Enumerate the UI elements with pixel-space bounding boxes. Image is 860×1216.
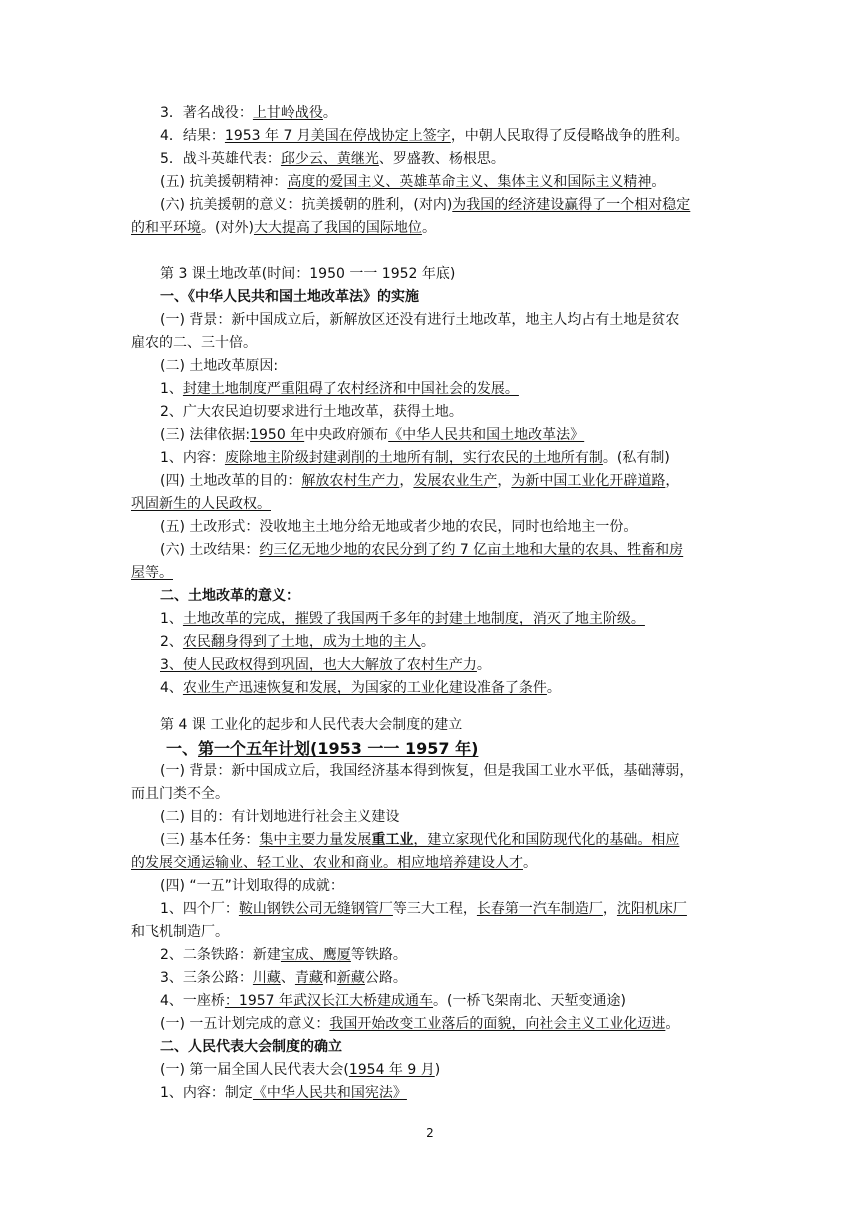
text-line: 1、内容：制定《中华人民共和国宪法》 [160, 1085, 407, 1101]
text-line: 2、农民翻身得到了土地，成为土地的主人。 [160, 634, 435, 650]
lesson-title: 第 3 课土地改革(时间：1950 一一 1952 年底) [160, 266, 456, 282]
text-line: 屋等。 [131, 565, 173, 581]
text-line: 3、三条公路：川藏、青藏和新藏公路。 [160, 970, 407, 986]
text-line: (一) 第一届全国人民代表大会(1954 年 9 月) [160, 1062, 441, 1078]
text-line: (六) 土改结果：约三亿无地少地的农民分到了约 7 亿亩土地和大量的农具、牲畜和房 [160, 542, 684, 558]
text-line: (一) 背景：新中国成立后，我国经济基本得到恢复，但是我国工业水平低，基础薄弱， [160, 763, 694, 779]
text-line: 3．著名战役：上甘岭战役。 [160, 105, 337, 121]
text-line: 3、使人民政权得到巩固，也大大解放了农村生产力。 [160, 657, 491, 673]
text-line: (六) 抗美援朝的意义：抗美援朝的胜利，(对内)为我国的经济建设赢得了一个相对稳定 [160, 197, 691, 213]
text-line: 2、二条铁路：新建宝成、鹰厦等铁路。 [160, 947, 407, 963]
text-line: (五) 抗美援朝精神：高度的爱国主义、英雄革命主义、集体主义和国际主义精神。 [160, 174, 666, 190]
text-line: 4、农业生产迅速恢复和发展，为国家的工业化建设准备了条件。 [160, 680, 561, 696]
text-line: 巩固新生的人民政权。 [131, 496, 271, 512]
text-line: (四) 土地改革的目的：解放农村生产力，发展农业生产，为新中国工业化开辟道路， [160, 473, 680, 489]
section-heading: 二、土地改革的意义： [160, 588, 300, 604]
text-line: 5．战斗英雄代表：邱少云、黄继光、罗盛教、杨根思。 [160, 151, 505, 167]
text-line: 1、内容：废除地主阶级封建剥削的土地所有制，实行农民的土地所有制。(私有制) [160, 450, 670, 466]
text-line: (四) “一五”计划取得的成就： [160, 878, 344, 894]
text-line: 雇农的二、三十倍。 [131, 335, 257, 351]
section-heading: 一、第一个五年计划(1953 一一 1957 年) [166, 739, 479, 758]
page-number: 2 [426, 1126, 434, 1140]
text-line: 的和平环境。(对外)大大提高了我国的国际地位。 [131, 220, 436, 236]
text-line: (三) 基本任务：集中主要力量发展重工业，建立家现代化和国防现代化的基础。相应 [160, 832, 680, 848]
text-line: 和飞机制造厂。 [131, 924, 229, 940]
text-line: 1、土地改革的完成，摧毁了我国两千多年的封建土地制度，消灭了地主阶级。 [160, 611, 645, 627]
text-line: (一) 背景：新中国成立后，新解放区还没有进行土地改革，地主人均占有土地是贫农 [160, 312, 680, 328]
text-line: (二) 土地改革原因: [160, 358, 279, 374]
text-line: 的发展交通运输业、轻工业、农业和商业。相应地培养建设人才。 [131, 855, 537, 871]
text-line: (五) 土改形式：没收地主土地分给无地或者少地的农民，同时也给地主一份。 [160, 519, 638, 535]
section-heading: 二、人民代表大会制度的确立 [160, 1039, 342, 1055]
text-line: (一) 一五计划完成的意义：我国开始改变工业落后的面貌，向社会主义工业化迈进。 [160, 1016, 680, 1032]
text-line: (三) 法律依据:1950 年中央政府颁布《中华人民共和国土地改革法》 [160, 427, 585, 443]
text-line: 而且门类不全。 [131, 786, 229, 802]
text-line: 4．结果：1953 年 7 月美国在停战协定上签字，中朝人民取得了反侵略战争的胜利。 [160, 128, 689, 144]
section-heading: 一、《中华人民共和国土地改革法》的实施 [160, 289, 419, 305]
text-line: 4、一座桥：1957 年武汉长江大桥建成通车。(一桥飞架南北、天堑变通途) [160, 993, 626, 1009]
text-line: 2、广大农民迫切要求进行土地改革，获得土地。 [160, 404, 463, 420]
text-line: (二) 目的：有计划地进行社会主义建设 [160, 809, 400, 825]
lesson-title: 第 4 课 工业化的起步和人民代表大会制度的建立 [160, 717, 463, 733]
text-line: 1、封建土地制度严重阻碍了农村经济和中国社会的发展。 [160, 381, 519, 397]
text-line: 1、四个厂：鞍山钢铁公司无缝钢管厂等三大工程，长春第一汽车制造厂，沈阳机床厂 [160, 901, 687, 917]
